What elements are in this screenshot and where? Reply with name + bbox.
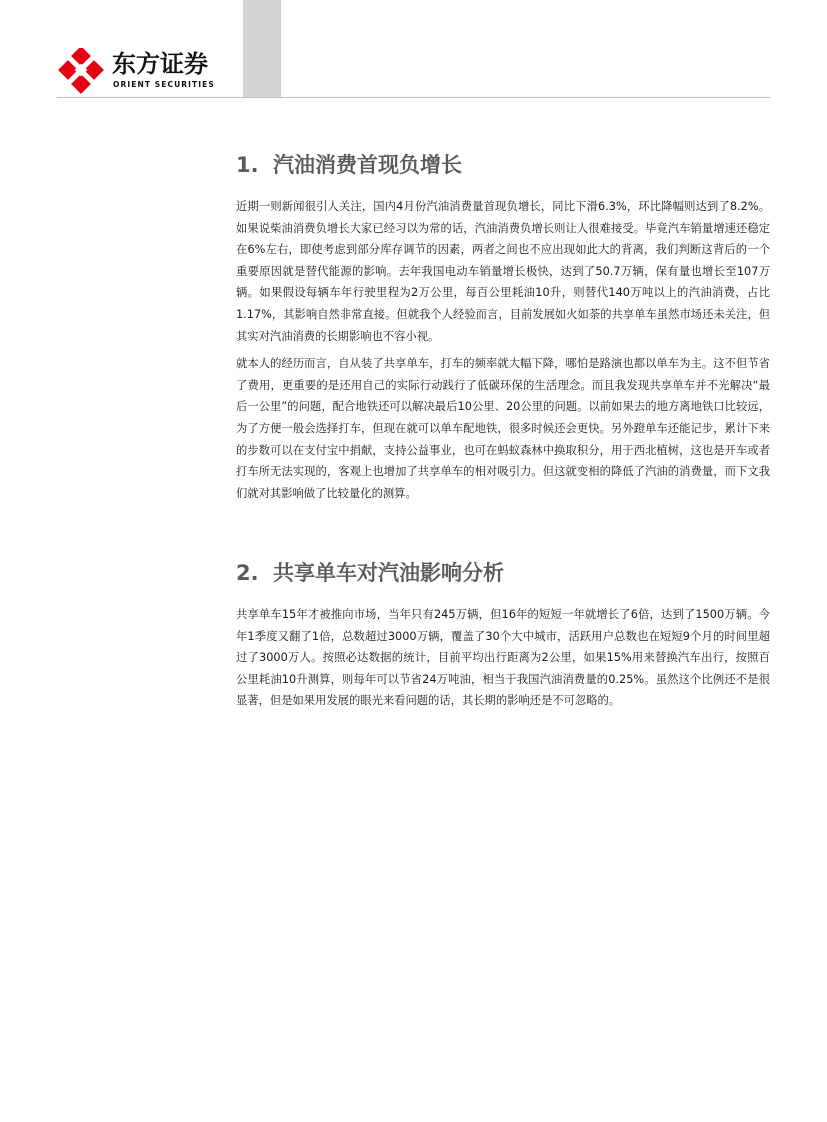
section-title: 汽油消费首现负增长 [273, 153, 462, 177]
section-heading [236, 558, 770, 588]
brand-logo [57, 48, 227, 96]
section-gasoline-consumption [236, 150, 770, 504]
section-number: 2. [236, 561, 259, 585]
section-number: 1. [236, 153, 259, 177]
body-paragraph: 共享单车15年才被推向市场，当年只有245万辆，但16年的短短一年就增长了6倍，达到了1500万辆。今年1季度又翻了1倍，总数超过3000万辆，覆盖了30个大中城市，活跃用户总数也在短短9个月的时间里超过了3000万人。按照必达数据的统计，目前平均出行距离为2公里，如果15%用来替换汽车出行，按照百公里耗油10升测算，则每年可以节省24万吨油，相当于我国汽油消费量的0.25%。虽然这个比例还不是很显著，但是如果用发展的眼光来看问题的话，其长期的影响还是不可忽略的。 [236, 608, 770, 708]
logo-chinese-name: 东方证券 [112, 50, 208, 78]
logo-english-name: ORIENT SECURITIES [113, 80, 215, 89]
body-paragraph: 就本人的经历而言，自从装了共享单车，打车的频率就大幅下降，哪怕是路演也都以单车为主。这不但节省了费用，更重要的是还用自己的实际行动践行了低碳环保的生活理念。而且我发现共享单车并不光解决“最后一公里”的问题，配合地铁还可以解决最后10公里、20公里的问题。以前如果去的地方离地铁口比较远，为了方便一般会选择打车，但现在就可以单车配地铁，很多时候还会更快。另外蹬单车还能记步，累计下来的步数可以在支付宝中捐献，支持公益事业，也可在蚂蚁森林中换取积分，用于西北植树，这也是开车或者打车所无法实现的，客观上也增加了共享单车的相对吸引力。但这就变相的降低了汽油的消费量，而下文我们就对其影响做了比较量化的测算。 [236, 357, 770, 500]
section-title: 共享单车对汽油影响分析 [273, 561, 504, 585]
orient-logo-icon [57, 48, 105, 94]
header-accent-bar [243, 0, 281, 97]
section-heading [236, 150, 770, 180]
body-paragraph: 近期一则新闻很引人关注，国内4月份汽油消费量首现负增长，同比下滑6.3%，环比降幅则达到了8.2%。如果说柴油消费负增长大家已经习以为常的话，汽油消费负增长则让人很难接受。毕竟汽车销量增速还稳定在6%左右，即使考虑到部分库存调节的因素，两者之间也不应出现如此大的背离，我们判断这背后的一个重要原因就是替代能源的影响。去年我国电动车销量增长极快，达到了50.7万辆，保有量也增长至107万辆。如果假设每辆车年行驶里程为2万公里，每百公里耗油10升，则替代140万吨以上的汽油消费，占比1.17%，其影响自然非常直接。但就我个人经验而言，目前发展如火如荼的共享单车虽然市场还未关注，但其实对汽油消费的长期影响也不容小视。 [236, 200, 770, 343]
header-divider [57, 97, 770, 98]
section-bike-sharing-analysis [236, 558, 770, 712]
